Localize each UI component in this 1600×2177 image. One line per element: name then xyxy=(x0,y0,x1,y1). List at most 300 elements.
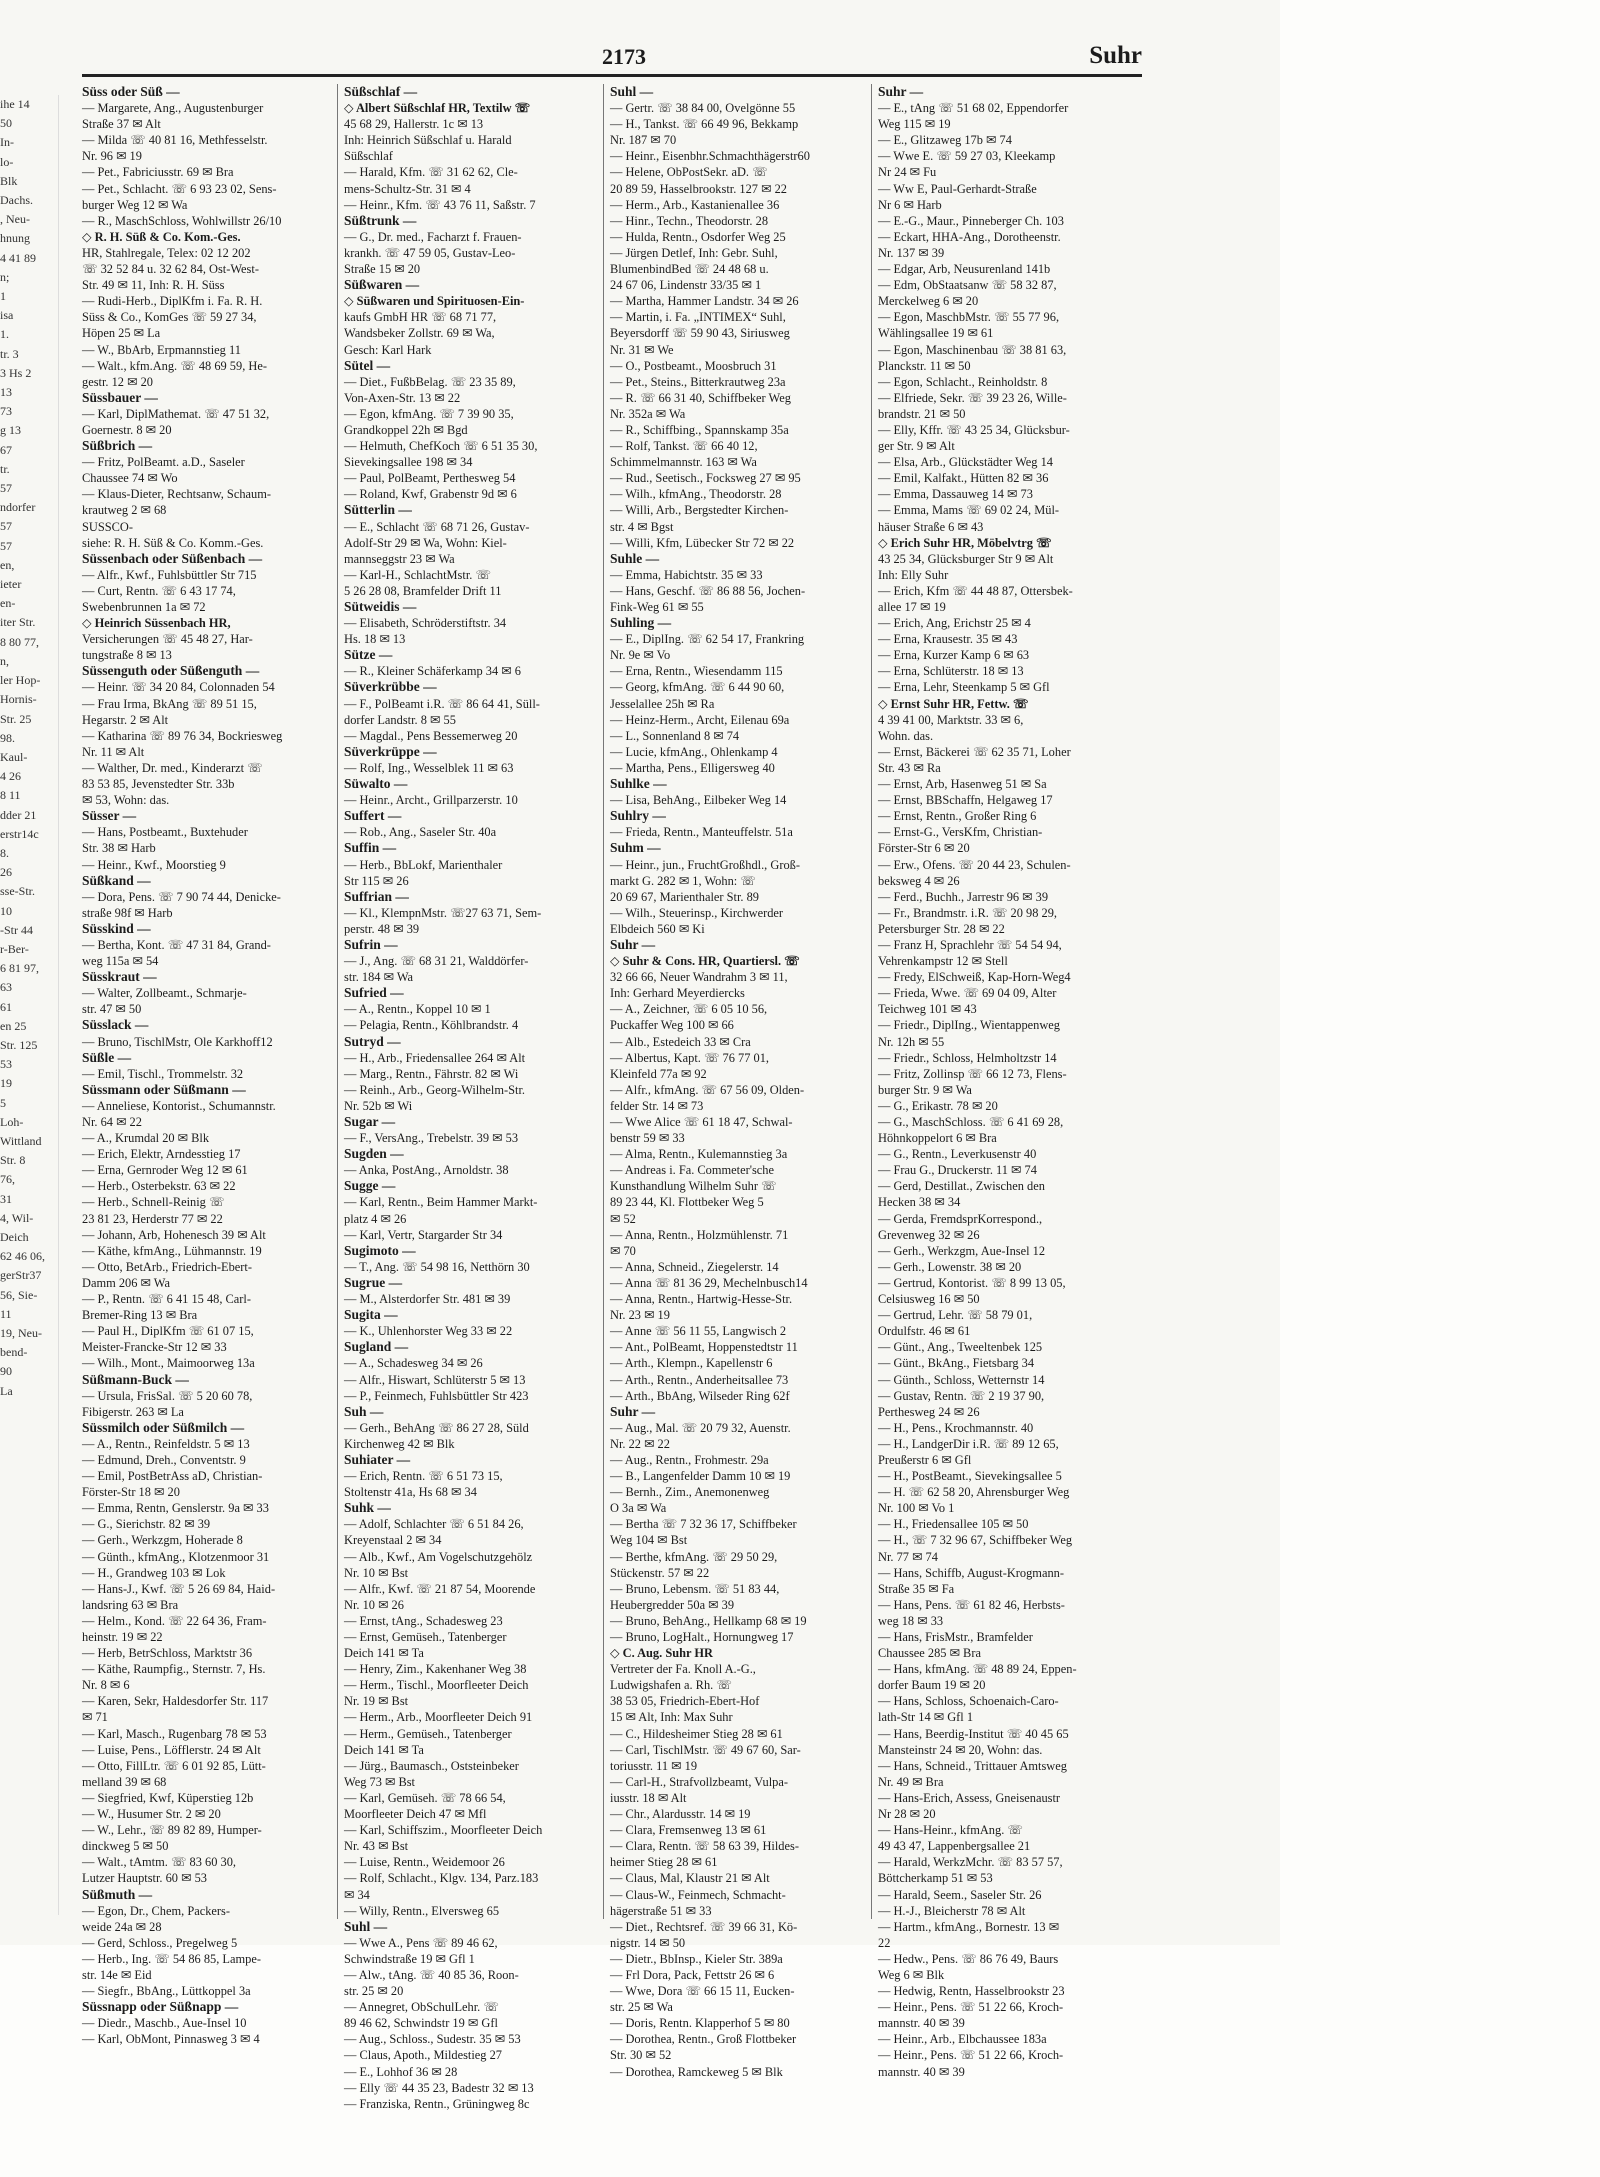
directory-entry-line: — Hans, Schneid., Trittauer Amtsweg xyxy=(878,1758,1067,1773)
adjacent-page-fragment: 8. xyxy=(0,845,9,860)
directory-entry-line: — Albertus, Kapt. ☏ 76 77 01, xyxy=(610,1050,770,1065)
directory-entry-line: Nr. 22 ✉ 22 xyxy=(610,1436,670,1451)
directory-entry-line: — Karl, Masch., Rugenbarg 78 ✉ 53 xyxy=(82,1726,267,1741)
directory-entry-line: Inh: Elly Suhr xyxy=(878,567,949,582)
directory-entry-line: — Bruno, BehAng., Hellkamp 68 ✉ 19 xyxy=(610,1613,807,1628)
directory-entry-line: — Karl, Rentn., Beim Hammer Markt- xyxy=(344,1195,538,1210)
directory-entry-line: Wohn. das. xyxy=(878,728,934,743)
directory-entry-line: Sufrin — xyxy=(344,936,398,952)
directory-entry-line: — Herm., Arb., Moorfleeter Deich 91 xyxy=(344,1710,533,1725)
directory-entry-line: — Heinr., jun., FruchtGroßhdl., Groß- xyxy=(610,857,800,872)
directory-entry-line: — Heinr., Arb., Elbchaussee 183a xyxy=(878,2032,1047,2047)
directory-entry-line: — Heinz-Herm., Archt, Eilenau 69a xyxy=(610,712,790,727)
directory-entry-line: weide 24a ✉ 28 xyxy=(82,1919,162,1934)
directory-entry-line: — Egon, kfmAng. ☏ 7 39 90 35, xyxy=(344,406,514,421)
directory-entry-line: — Annegret, ObSchulLehr. ☏ xyxy=(344,2000,499,2015)
directory-entry-line: — Heinr., Archt., Grillparzerstr. 10 xyxy=(344,793,518,808)
directory-entry-line: — Edmund, Dreh., Conventstr. 9 xyxy=(82,1452,246,1467)
directory-entry-line: — Herm., Tischl., Moorfleeter Deich xyxy=(344,1678,529,1693)
directory-entry-line: Heubergredder 50a ✉ 39 xyxy=(610,1597,735,1612)
directory-entry-line: Nr. 10 ✉ Bst xyxy=(344,1565,409,1580)
directory-entry-line: Celsiusweg 16 ✉ 50 xyxy=(878,1292,980,1307)
directory-entry-line: Str. 38 ✉ Harb xyxy=(82,841,156,856)
directory-entry-line: — Herb, BetrSchloss, Marktstr 36 xyxy=(82,1646,253,1661)
directory-entry-line: ◇ Heinrich Süssenbach HR, xyxy=(82,616,231,631)
directory-entry-line: — Heinr., Kwf., Moorstieg 9 xyxy=(82,857,226,872)
directory-entry-line: Weg 6 ✉ Blk xyxy=(878,1967,945,1982)
directory-entry-line: — Siegfr., BbAng., Lüttkoppel 3a xyxy=(82,1984,251,1999)
directory-entry-line: — Wwe, Dora ☏ 66 15 11, Eucken- xyxy=(610,1984,795,1999)
directory-entry-line: — Wilh., kfmAng., Theodorstr. 28 xyxy=(610,487,782,502)
directory-entry-line: — Emma, Dassauweg 14 ✉ 73 xyxy=(878,487,1033,502)
directory-entry-line: Weg 73 ✉ Bst xyxy=(344,1774,415,1789)
directory-entry-line: — Willi, Kfm, Lübecker Str 72 ✉ 22 xyxy=(610,535,795,550)
directory-entry-line: Damm 206 ✉ Wa xyxy=(82,1275,170,1290)
directory-entry-line: Stoltenstr 41a, Hs 68 ✉ 34 xyxy=(344,1485,477,1500)
directory-entry-line: Höpen 25 ✉ La xyxy=(82,326,161,341)
directory-entry-line: — P., Rentn. ☏ 6 41 15 48, Carl- xyxy=(82,1292,251,1307)
directory-entry-line: — F., PolBeamt i.R. ☏ 86 64 41, Süll- xyxy=(344,696,540,711)
directory-entry-line: — Walt., kfm.Ang. ☏ 48 69 59, He- xyxy=(82,358,267,373)
directory-entry-line: Nr. 23 ✉ 19 xyxy=(610,1308,670,1323)
directory-entry-line: Süssnapp oder Süßnapp — xyxy=(82,1999,239,2015)
column-3 xyxy=(610,84,858,2079)
directory-entry-line: — Chr., Alardusstr. 14 ✉ 19 xyxy=(610,1807,751,1822)
running-head: Suhr xyxy=(1089,42,1142,69)
directory-entry-line: Nr. 100 ✉ Vo 1 xyxy=(878,1501,955,1516)
directory-entry-line: Hecken 38 ✉ 34 xyxy=(878,1195,961,1210)
directory-entry-line: — Martha, Hammer Landstr. 34 ✉ 26 xyxy=(610,294,799,309)
directory-entry-line: — Karl, Gemüseh. ☏ 78 66 54, xyxy=(344,1790,506,1805)
directory-entry-line: Beyersdorff ☏ 59 90 43, Siriusweg xyxy=(610,326,790,341)
adjacent-page-fragment: 6 81 97, xyxy=(0,961,39,976)
directory-entry-line: Perthesweg 24 ✉ 26 xyxy=(878,1404,980,1419)
directory-entry-line: str. 14e ✉ Eid xyxy=(82,1967,152,1982)
directory-entry-line: — Harald, Seem., Saseler Str. 26 xyxy=(878,1887,1042,1902)
directory-entry-line: — Karl, Schiffszim., Moorfleeter Deich xyxy=(344,1823,543,1838)
directory-entry-line: 83 53 85, Jevenstedter Str. 33b xyxy=(82,777,235,792)
directory-entry-line: — G., MaschSchloss. ☏ 6 41 69 28, xyxy=(878,1115,1064,1129)
directory-entry-line: Nr. 10 ✉ 26 xyxy=(344,1597,404,1612)
directory-entry-line: — Reinh., Arb., Georg-Wilhelm-Str. xyxy=(344,1082,525,1097)
directory-entry-line: — Erna, Lehr, Steenkamp 5 ✉ Gfl xyxy=(878,680,1050,695)
directory-entry-line: — Walther, Dr. med., Kinderarzt ☏ xyxy=(82,760,263,775)
directory-entry-line: — Frl Dora, Pack, Fettstr 26 ✉ 6 xyxy=(610,1967,775,1982)
directory-entry-line: Hegarstr. 2 ✉ Alt xyxy=(82,712,169,727)
directory-entry-line: — Heinr., Kfm. ☏ 43 76 11, Saßstr. 7 xyxy=(344,197,536,212)
directory-entry-line: Süßwaren — xyxy=(344,277,420,293)
directory-entry-line: Nr. 187 ✉ 70 xyxy=(610,133,677,148)
directory-entry-line: — G., Sierichstr. 82 ✉ 39 xyxy=(82,1517,211,1532)
directory-entry-line: — Ferd., Buchh., Jarrestr 96 ✉ 39 xyxy=(878,889,1049,904)
directory-entry-line: — L., Sonnenland 8 ✉ 74 xyxy=(610,728,740,743)
directory-entry-line: — Gerh., Lowenstr. 38 ✉ 20 xyxy=(878,1259,1022,1274)
directory-entry-line: Sugrue — xyxy=(344,1274,403,1290)
column-rule xyxy=(871,84,872,1919)
directory-entry-line: — Gertr. ☏ 38 84 00, Ovelgönne 55 xyxy=(610,101,796,116)
directory-entry-line: ◇ Süßwaren und Spirituosen-Ein- xyxy=(344,294,525,309)
adjacent-page-fragment: 1 xyxy=(0,289,6,304)
adjacent-page-fragment: Str. 125 xyxy=(0,1037,38,1052)
directory-entry-line: Preußerstr 6 ✉ Gfl xyxy=(878,1452,972,1467)
directory-entry-line: — Luise, Rentn., Weidemoor 26 xyxy=(344,1855,505,1870)
entry-columns xyxy=(82,84,1142,2111)
adjacent-page-fragment: iter Str. xyxy=(0,615,36,630)
directory-entry-line: — Helmuth, ChefKoch ☏ 6 51 35 30, xyxy=(344,439,538,454)
directory-entry-line: — Pet., Schlacht. ☏ 6 93 23 02, Sens- xyxy=(82,181,277,196)
directory-entry-line: — Wwe E. ☏ 59 27 03, Kleekamp xyxy=(878,149,1056,164)
directory-entry-line: Weg 104 ✉ Bst xyxy=(610,1533,688,1548)
directory-entry-line: ✉ 71 xyxy=(82,1710,108,1725)
adjacent-page-fragment: 57 xyxy=(0,538,12,553)
directory-entry-line: Von-Axen-Str. 13 ✉ 22 xyxy=(344,390,461,405)
directory-entry-line: — Dorothea, Ramckeweg 5 ✉ Blk xyxy=(610,2064,783,2079)
directory-entry-line: — Heinr., Pens. ☏ 51 22 66, Kroch- xyxy=(878,2000,1064,2015)
directory-entry-line: landsring 63 ✉ Bra xyxy=(82,1597,179,1612)
directory-entry-line: — Erich, Rentn. ☏ 6 51 73 15, xyxy=(344,1469,503,1484)
directory-entry-line: straße 98f ✉ Harb xyxy=(82,905,173,920)
directory-entry-line: — Diet., FußbBelag. ☏ 23 35 89, xyxy=(344,374,516,389)
directory-entry-line: — H., Pens., Krochmannstr. 40 xyxy=(878,1420,1034,1435)
directory-entry-line: — Fritz, PolBeamt. a.D., Saseler xyxy=(82,455,245,470)
directory-entry-line: — Martin, i. Fa. „INTIMEX“ Suhl, xyxy=(610,310,786,325)
directory-entry-line: Str. 49 ✉ 11, Inh: R. H. Süss xyxy=(82,278,225,293)
directory-entry-line: 89 46 62, Schwindstr 19 ✉ Gfl xyxy=(344,2016,498,2031)
adjacent-page-fragment: Str. 25 xyxy=(0,711,32,726)
directory-entry-line: Deich 141 ✉ Ta xyxy=(344,1646,424,1661)
directory-entry-line: Meister-Francke-Str 12 ✉ 33 xyxy=(82,1340,227,1355)
directory-entry-line: str. 25 ✉ 20 xyxy=(344,1984,404,1999)
directory-entry-line: — Henry, Zim., Kakenhaner Weg 38 xyxy=(344,1662,527,1677)
directory-entry-line: 45 68 29, Hallerstr. 1c ✉ 13 xyxy=(344,117,484,132)
directory-entry-line: Ordulfstr. 46 ✉ 61 xyxy=(878,1324,971,1339)
directory-entry-line: — Dietr., BbInsp., Kieler Str. 389a xyxy=(610,1951,783,1966)
directory-entry-line: — Franziska, Rentn., Grüningweg 8c xyxy=(344,2096,530,2111)
column-rule xyxy=(603,84,604,1919)
directory-entry-line: Süßmuth — xyxy=(82,1886,153,1902)
adjacent-page-fragment: 5 xyxy=(0,1095,6,1110)
directory-entry-line: burger Weg 12 ✉ Wa xyxy=(82,197,188,212)
directory-entry-line: — Curt, Rentn. ☏ 6 43 17 74, xyxy=(82,583,236,598)
adjacent-page-fragment: bend- xyxy=(0,1345,28,1360)
directory-entry-line: Kreyenstaal 2 ✉ 34 xyxy=(344,1533,442,1548)
directory-entry-line: — Rud., Seetisch., Focksweg 27 ✉ 95 xyxy=(610,471,801,486)
directory-entry-line: Planckstr. 11 ✉ 50 xyxy=(878,358,971,373)
directory-entry-line: Jesselallee 25h ✉ Ra xyxy=(610,696,715,711)
directory-entry-line: — Elisabeth, Schröderstiftstr. 34 xyxy=(344,616,507,631)
directory-entry-line: Süss & Co., KomGes ☏ 59 27 34, xyxy=(82,310,257,325)
directory-entry-line: — Emil, PostBetrAss aD, Christian- xyxy=(82,1469,263,1484)
directory-entry-line: Teichweg 101 ✉ 43 xyxy=(878,1002,977,1017)
adjacent-page-fragment: 90 xyxy=(0,1364,12,1379)
directory-entry-line: ◇ R. H. Süß & Co. Kom.-Ges. xyxy=(82,229,241,244)
directory-entry-line: — Anna, Rentn., Hartwig-Hesse-Str. xyxy=(610,1292,793,1307)
directory-entry-line: Süwalto — xyxy=(344,776,408,792)
directory-entry-line: dinckweg 5 ✉ 50 xyxy=(82,1839,169,1854)
directory-entry-line: — Gertrud, Kontorist. ☏ 8 99 13 05, xyxy=(878,1275,1066,1290)
directory-entry-line: — Alfr., kfmAng. ☏ 67 56 09, Olden- xyxy=(610,1082,805,1097)
directory-entry-line: — Günth., Schloss, Wetternstr 14 xyxy=(878,1372,1045,1387)
directory-entry-line: Nr. 52b ✉ Wi xyxy=(344,1098,413,1113)
directory-entry-line: — Gustav, Rentn. ☏ 2 19 37 90, xyxy=(878,1388,1045,1403)
directory-entry-line: — Karl, ObMont, Pinnasweg 3 ✉ 4 xyxy=(82,2032,260,2047)
directory-entry-line: — Gerh., BehAng ☏ 86 27 28, Süld xyxy=(344,1420,529,1435)
adjacent-page-fragment: hnung xyxy=(0,231,30,246)
directory-entry-line: — H., PostBeamt., Sievekingsallee 5 xyxy=(878,1469,1062,1484)
directory-entry-line: dorfer Baum 19 ✉ 20 xyxy=(878,1678,986,1693)
directory-entry-line: — Carl, TischlMstr. ☏ 49 67 60, Sar- xyxy=(610,1742,801,1757)
directory-entry-line: markt G. 282 ✉ 1, Wohn: ☏ xyxy=(610,873,756,888)
directory-entry-line: Adolf-Str 29 ✉ Wa, Wohn: Kiel- xyxy=(344,535,507,550)
directory-entry-line: Süssenguth oder Süßenguth — xyxy=(82,663,260,679)
directory-entry-line: Suhle — xyxy=(610,550,660,566)
directory-entry-line: Mansteinstr 24 ✉ 20, Wohn: das. xyxy=(878,1742,1043,1757)
directory-entry-line: Suhk — xyxy=(344,1500,391,1516)
directory-entry-line: Sugar — xyxy=(344,1114,396,1129)
directory-entry-line: — Kl., KlempnMstr. ☏27 63 71, Sem- xyxy=(344,905,542,920)
directory-entry-line: Süßschlaf xyxy=(344,149,393,164)
adjacent-page-fragment: n, xyxy=(0,653,9,668)
directory-entry-line: — Bertha, Kont. ☏ 47 31 84, Grand- xyxy=(82,937,271,952)
directory-entry-line: — Anna, Schneid., Ziegelerstr. 14 xyxy=(610,1259,779,1274)
directory-entry-line: SUSSCO- xyxy=(82,519,133,534)
directory-entry-line: — T., Ang. ☏ 54 98 16, Netthörn 30 xyxy=(344,1259,530,1274)
directory-entry-line: Nr. 43 ✉ Bst xyxy=(344,1839,409,1854)
directory-entry-line: kaufs GmbH HR ☏ 68 71 77, xyxy=(344,310,497,325)
directory-entry-line: — Dora, Pens. ☏ 7 90 74 44, Denicke- xyxy=(82,889,281,904)
adjacent-page-fragment: g 13 xyxy=(0,423,21,438)
adjacent-page-fragment: 11 xyxy=(0,1306,12,1321)
directory-entry-line: Suhm — xyxy=(610,840,661,856)
directory-entry-line: — Anka, PostAng., Arnoldstr. 38 xyxy=(344,1163,509,1178)
directory-entry-line: Suhlry — xyxy=(610,808,666,824)
directory-entry-line: — Rolf, Schlacht., Klgv. 134, Parz.183 xyxy=(344,1871,539,1886)
directory-entry-line: Grevenweg 32 ✉ 26 xyxy=(878,1227,980,1242)
directory-entry-line: — A., Schadesweg 34 ✉ 26 xyxy=(344,1356,483,1371)
adjacent-page-fragment: 19 xyxy=(0,1076,12,1091)
directory-entry-line: Höhnkoppelort 6 ✉ Bra xyxy=(878,1131,997,1146)
directory-entry-line: — Hartm., kfmAng., Bornestr. 13 ✉ xyxy=(878,1919,1060,1934)
directory-entry-line: — Wilh., Mont., Maimoorweg 13a xyxy=(82,1356,255,1371)
directory-entry-line: Nr 6 ✉ Harb xyxy=(878,197,942,212)
directory-entry-line: — Herb., BbLokf, Marienthaler xyxy=(344,857,503,872)
directory-entry-line: Förster-Str 18 ✉ 20 xyxy=(82,1485,180,1500)
directory-entry-line: — Bruno, TischlMstr, Ole Karkhoff12 xyxy=(82,1034,273,1049)
directory-entry-line: — Ernst, Rentn., Großer Ring 6 xyxy=(878,809,1037,824)
directory-entry-line: — Klaus-Dieter, Rechtsanw, Schaum- xyxy=(82,487,271,502)
directory-entry-line: — Clara, Fremsenweg 13 ✉ 61 xyxy=(610,1823,767,1838)
directory-entry-line: — Günth., kfmAng., Klotzenmoor 31 xyxy=(82,1549,270,1564)
directory-entry-line: Petersburger Str. 28 ✉ 22 xyxy=(878,921,1005,936)
adjacent-page-fragment: Blk xyxy=(0,173,18,188)
directory-entry-line: — Karl, DiplMathemat. ☏ 47 51 32, xyxy=(82,406,270,421)
directory-entry-line: — Karen, Sekr, Haldesdorfer Str. 117 xyxy=(82,1694,269,1709)
directory-entry-line: gestr. 12 ✉ 20 xyxy=(82,374,153,389)
directory-entry-line: — Hans, Pens. ☏ 61 82 46, Herbsts- xyxy=(878,1597,1065,1612)
directory-entry-line: — Pelagia, Rentn., Köhlbrandstr. 4 xyxy=(344,1018,519,1033)
adjacent-page-fragment: gerStr37 xyxy=(0,1268,42,1283)
directory-entry-line: Suhl — xyxy=(610,84,654,99)
directory-entry-line: Nr. 137 ✉ 39 xyxy=(878,245,945,260)
directory-entry-line: Inh: Gerhard Meyerdiercks xyxy=(610,986,745,1001)
directory-entry-line: — Ww E, Paul-Gerhardt-Straße xyxy=(878,181,1037,196)
adjacent-page-fragment: La xyxy=(0,1383,13,1398)
directory-entry-line: — Fredy, ElSchweiß, Kap-Horn-Weg4 xyxy=(878,970,1071,985)
directory-entry-line: Nr. 19 ✉ Bst xyxy=(344,1694,409,1709)
directory-entry-line: — Martha, Pens., Elligersweg 40 xyxy=(610,760,775,775)
directory-entry-line: ◇ C. Aug. Suhr HR xyxy=(610,1646,713,1661)
directory-entry-line: Sütze — xyxy=(344,647,393,663)
directory-entry-line: — C., Hildesheimer Stieg 28 ✉ 61 xyxy=(610,1726,783,1741)
directory-entry-line: Hs. 18 ✉ 13 xyxy=(344,632,406,647)
directory-entry-line: Nr. 12h ✉ 55 xyxy=(878,1034,945,1049)
directory-entry-line: — M., Alsterdorfer Str. 481 ✉ 39 xyxy=(344,1292,511,1307)
directory-entry-line: — Fr., Brandmstr. i.R. ☏ 20 98 29, xyxy=(878,905,1057,920)
directory-entry-line: — Willy, Rentn., Elversweg 65 xyxy=(344,1903,500,1918)
column-1 xyxy=(82,84,330,2047)
directory-entry-line: ✉ 70 xyxy=(610,1243,636,1258)
directory-entry-line: Swebenbrunnen 1a ✉ 72 xyxy=(82,600,206,614)
adjacent-page-fragment: 57 xyxy=(0,481,12,496)
directory-entry-line: perstr. 48 ✉ 39 xyxy=(344,921,420,936)
directory-entry-line: Nr. 11 ✉ Alt xyxy=(82,744,145,759)
adjacent-page-fragment: 4 41 89 xyxy=(0,250,36,265)
directory-entry-line: — Carl-H., Strafvollzbeamt, Vulpa- xyxy=(610,1774,788,1789)
adjacent-page-fragment: tr. 3 xyxy=(0,346,19,361)
adjacent-page-fragment: 98. xyxy=(0,730,15,745)
adjacent-page-fragment: 63 xyxy=(0,980,12,995)
directory-entry-line: — Aug., Rentn., Frohmestr. 29a xyxy=(610,1452,769,1467)
directory-entry-line: — E., Glitzaweg 17b ✉ 74 xyxy=(878,133,1012,148)
directory-entry-line: — Georg, kfmAng. ☏ 6 44 90 60, xyxy=(610,680,785,695)
directory-entry-line: — Erna, Rentn., Wiesendamm 115 xyxy=(610,664,783,679)
directory-entry-line: — Rolf, Tankst. ☏ 66 40 12, xyxy=(610,439,758,454)
directory-entry-line: mannseggstr 23 ✉ Wa xyxy=(344,551,455,566)
directory-entry-line: — Gertrud, Lehr. ☏ 58 79 01, xyxy=(878,1308,1033,1323)
directory-entry-line: — Aug., Mal. ☏ 20 79 32, Auenstr. xyxy=(610,1420,791,1435)
directory-entry-line: Schimmelmannstr. 163 ✉ Wa xyxy=(610,455,757,470)
directory-entry-line: — Hans, Schiffb, August-Krogmann- xyxy=(878,1565,1064,1580)
directory-entry-line: weg 115a ✉ 54 xyxy=(82,954,159,969)
directory-entry-line: — Hans, kfmAng. ☏ 48 89 24, Eppen- xyxy=(878,1662,1077,1677)
directory-entry-line: Vertreter der Fa. Knoll A.-G., xyxy=(610,1662,756,1677)
directory-entry-line: Straße 37 ✉ Alt xyxy=(82,117,161,132)
directory-entry-line: ✉ 52 xyxy=(610,1211,636,1226)
directory-entry-line: — Paul, PolBeamt, Perthesweg 54 xyxy=(344,471,516,486)
directory-entry-line: — Ernst, tAng., Schadesweg 23 xyxy=(344,1613,503,1628)
directory-entry-line: Goernestr. 8 ✉ 20 xyxy=(82,422,172,437)
adjacent-page-fragment: Dachs. xyxy=(0,193,33,208)
directory-entry-line: — Herm., Arb., Kastanienallee 36 xyxy=(610,197,780,212)
directory-entry-line: — Helm., Kond. ☏ 22 64 36, Fram- xyxy=(82,1613,267,1628)
directory-entry-line: — Erna, Krausestr. 35 ✉ 43 xyxy=(878,632,1018,647)
directory-entry-line: — P., Feinmech, Fuhlsbüttler Str 423 xyxy=(344,1388,529,1403)
directory-entry-line: häuser Straße 6 ✉ 43 xyxy=(878,519,984,534)
directory-entry-line: — Anna ☏ 81 36 29, Mechelnbusch14 xyxy=(610,1275,808,1290)
directory-entry-line: — Anna, Rentn., Holzmühlenstr. 71 xyxy=(610,1227,789,1242)
directory-entry-line: BlumenbindBed ☏ 24 48 68 u. xyxy=(610,262,769,277)
directory-entry-line: — Egon, Dr., Chem, Packers- xyxy=(82,1903,230,1918)
directory-entry-line: Sugimoto — xyxy=(344,1242,416,1258)
directory-entry-line: Sütterlin — xyxy=(344,502,412,518)
directory-entry-line: — Erna, Schlüterstr. 18 ✉ 13 xyxy=(878,664,1024,679)
directory-entry-line: tungstraße 8 ✉ 13 xyxy=(82,648,172,663)
directory-entry-line: Nr. 31 ✉ We xyxy=(610,342,674,357)
directory-entry-line: Förster-Str 6 ✉ 20 xyxy=(878,841,970,856)
directory-entry-line: — Ernst, BBSchaffn, Helgaweg 17 xyxy=(878,793,1053,808)
adjacent-page-fragment: 4 26 xyxy=(0,769,21,784)
directory-entry-line: — Hinr., Techn., Theodorstr. 28 xyxy=(610,213,769,228)
directory-entry-line: — Rolf, Ing., Wesselblek 11 ✉ 63 xyxy=(344,760,514,775)
directory-entry-line: 49 43 47, Lappenbergsallee 21 xyxy=(878,1839,1031,1854)
directory-entry-line: — Anneliese, Kontorist., Schumannstr. xyxy=(82,1098,276,1113)
directory-entry-line: — Alw., tAng. ☏ 40 85 36, Roon- xyxy=(344,1967,519,1982)
directory-entry-line: — Erw., Ofens. ☏ 20 44 23, Schulen- xyxy=(878,857,1071,872)
directory-entry-line: — Walt., tAmtm. ☏ 83 60 30, xyxy=(82,1855,237,1870)
directory-entry-line: Süverkrübbe — xyxy=(344,679,437,695)
directory-entry-line: Nr. 96 ✉ 19 xyxy=(82,149,142,164)
directory-entry-line: — Rob., Ang., Saseler Str. 40a xyxy=(344,825,497,840)
directory-entry-line: — R., MaschSchloss, Wohlwillstr 26/10 xyxy=(82,213,282,228)
directory-entry-line: Suhlke — xyxy=(610,776,667,792)
directory-entry-line: — J., Ang. ☏ 68 31 21, Walddörfer- xyxy=(344,954,529,969)
adjacent-page-fragment: 1. xyxy=(0,327,9,342)
directory-entry-line: — Elsa, Arb., Glückstädter Weg 14 xyxy=(878,455,1053,470)
directory-entry-line: brandstr. 21 ✉ 50 xyxy=(878,406,966,421)
directory-entry-line: — H., Grandweg 103 ✉ Lok xyxy=(82,1565,226,1580)
directory-entry-line: — Roland, Kwf, Grabenstr 9d ✉ 6 xyxy=(344,487,517,502)
adjacent-page-fragment: 8 11 xyxy=(0,788,21,803)
directory-entry-line: ◇ Albert Süßschlaf HR, Textilw ☏ xyxy=(344,101,531,116)
directory-entry-line: — Erich, Ang, Erichstr 25 ✉ 4 xyxy=(878,616,1031,631)
directory-entry-line: — E., tAng ☏ 51 68 02, Eppendorfer xyxy=(878,101,1069,116)
directory-entry-line: — Anne ☏ 56 11 55, Langwisch 2 xyxy=(610,1324,787,1339)
directory-entry-line: Süßmann-Buck — xyxy=(82,1371,189,1387)
directory-entry-line: — Adolf, Schlachter ☏ 6 51 84 26, xyxy=(344,1517,524,1532)
directory-entry-line: — Erna, Gernroder Weg 12 ✉ 61 xyxy=(82,1163,248,1178)
directory-entry-line: Lutzer Hauptstr. 60 ✉ 53 xyxy=(82,1871,207,1886)
directory-entry-line: — Walter, Zollbeamt., Schmarje- xyxy=(82,986,247,1001)
directory-entry-line: — Wwe A., Pens ☏ 89 46 62, xyxy=(344,1935,498,1950)
adjacent-page-fragment: Str. 8 xyxy=(0,1153,26,1168)
directory-entry-line: ◇ Ernst Suhr HR, Fettw. ☏ xyxy=(878,696,1029,711)
directory-entry-line: Sutryd — xyxy=(344,1033,401,1049)
directory-entry-line: — O., Postbeamt., Moosbruch 31 xyxy=(610,358,777,373)
directory-entry-line: — Claus, Mal, Klaustr 21 ✉ Alt xyxy=(610,1871,770,1886)
directory-entry-line: — A., Rentn., Koppel 10 ✉ 1 xyxy=(344,1002,491,1017)
directory-entry-line: Nr. 64 ✉ 22 xyxy=(82,1115,142,1129)
directory-entry-line: Süsskind — xyxy=(82,920,151,936)
adjacent-page-fragment: 53 xyxy=(0,1057,12,1072)
directory-entry-line: — Claus, Apoth., Mildestieg 27 xyxy=(344,2048,502,2063)
directory-entry-line: 15 ✉ Alt, Inh: Max Suhr xyxy=(610,1710,733,1725)
directory-entry-line: — Doris, Rentn. Klapperhof 5 ✉ 80 xyxy=(610,2016,790,2031)
directory-entry-line: toriusstr. 11 ✉ 19 xyxy=(610,1758,698,1773)
directory-entry-line: — Alfr., Kwf. ☏ 21 87 54, Moorende xyxy=(344,1581,536,1596)
directory-entry-line: — Harald, WerkzMchr. ☏ 83 57 57, xyxy=(878,1855,1063,1870)
directory-entry-line: Süssmilch oder Süßmilch — xyxy=(82,1419,245,1435)
directory-entry-line: — Emma, Rentn, Genslerstr. 9a ✉ 33 xyxy=(82,1501,269,1516)
directory-entry-line: — Helene, ObPostSekr. aD. ☏ xyxy=(610,165,768,180)
directory-entry-line: Suhiater — xyxy=(344,1451,411,1467)
directory-entry-line: — Pet., Steins., Bitterkrautweg 23a xyxy=(610,374,786,389)
adjacent-page-fragment: 61 xyxy=(0,999,12,1014)
directory-entry-line: — Elly ☏ 44 35 23, Badestr 32 ✉ 13 xyxy=(344,2080,534,2095)
adjacent-page-fragment: en 25 xyxy=(0,1018,27,1033)
adjacent-page-fragment: 3 Hs 2 xyxy=(0,365,32,380)
directory-entry-line: — Arth., Klempn., Kapellenstr 6 xyxy=(610,1356,773,1371)
directory-entry-line: 38 53 05, Friedrich-Ebert-Hof xyxy=(610,1694,760,1709)
